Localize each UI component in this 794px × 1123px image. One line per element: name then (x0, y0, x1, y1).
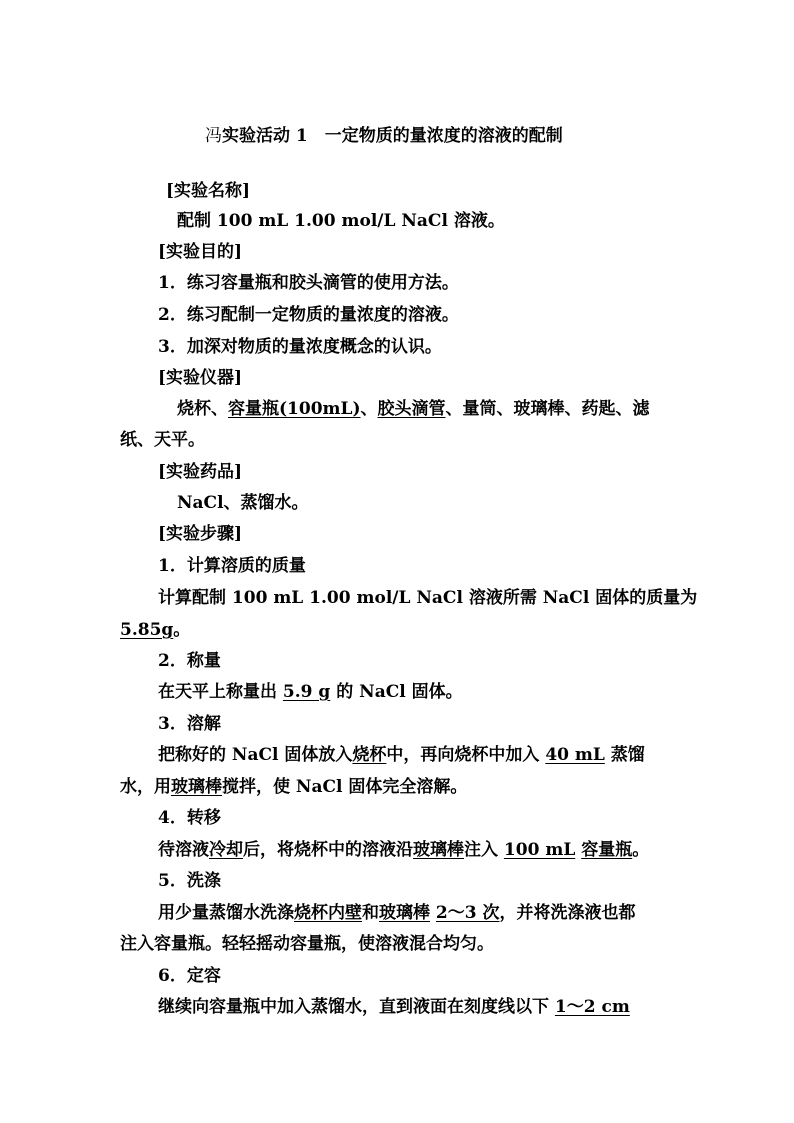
step-4-line-1: 待溶液冷却后，将烧杯中的溶液沿玻璃棒注入 100 mL 容量瓶。 (158, 840, 650, 860)
step-1-line-2: 5.85g。 (120, 620, 191, 640)
step-4-heading: 4．转移 (158, 808, 221, 828)
step-1-heading: 1．计算溶质的质量 (158, 556, 306, 576)
step-5-line-2: 注入容量瓶。轻轻摇动容量瓶，使溶液混合均匀。 (120, 934, 494, 954)
section-heading-chemicals: [实验药品] (158, 462, 243, 482)
step-6-line-1: 继续向容量瓶中加入蒸馏水，直到液面在刻度线以下 1～2 cm (158, 997, 630, 1017)
aim-item-3: 3．加深对物质的量浓度概念的认识。 (158, 337, 442, 357)
section-heading-name: [实验名称] (166, 181, 251, 201)
step-5-heading: 5．洗涤 (158, 871, 221, 891)
page-title: 冯实验活动 1 一定物质的量浓度的溶液的配制 (205, 126, 563, 146)
instruments-line-2: 纸、天平。 (120, 430, 205, 450)
section-heading-aim: [实验目的] (158, 242, 243, 262)
section-heading-instruments: [实验仪器] (158, 368, 243, 388)
step-2-line-1: 在天平上称量出 5.9 g 的 NaCl 固体。 (158, 682, 463, 702)
step-5-line-1: 用少量蒸馏水洗涤烧杯内壁和玻璃棒 2～3 次，并将洗涤液也都 (158, 903, 636, 923)
section-heading-steps: [实验步骤] (158, 524, 243, 544)
aim-item-2: 2．练习配制一定物质的量浓度的溶液。 (158, 305, 459, 325)
aim-item-1: 1．练习容量瓶和胶头滴管的使用方法。 (158, 273, 459, 293)
section-body-name: 配制 100 mL 1.00 mol/L NaCl 溶液。 (177, 211, 505, 231)
step-1-line-1: 计算配制 100 mL 1.00 mol/L NaCl 溶液所需 NaCl 固体的质量为 (158, 588, 698, 608)
title-mark: 冯 (205, 126, 222, 146)
step-2-heading: 2．称量 (158, 651, 221, 671)
step-3-line-2: 水，用玻璃棒搅拌，使 NaCl 固体完全溶解。 (120, 777, 468, 797)
step-3-heading: 3．溶解 (158, 714, 221, 734)
step-3-line-1: 把称好的 NaCl 固体放入烧杯中，再向烧杯中加入 40 mL 蒸馏 (158, 745, 645, 765)
chemicals-body: NaCl、蒸馏水。 (177, 493, 309, 513)
step-6-heading: 6．定容 (158, 966, 221, 986)
instruments-line-1: 烧杯、容量瓶(100mL)、胶头滴管、量筒、玻璃棒、药匙、滤 (177, 399, 650, 419)
